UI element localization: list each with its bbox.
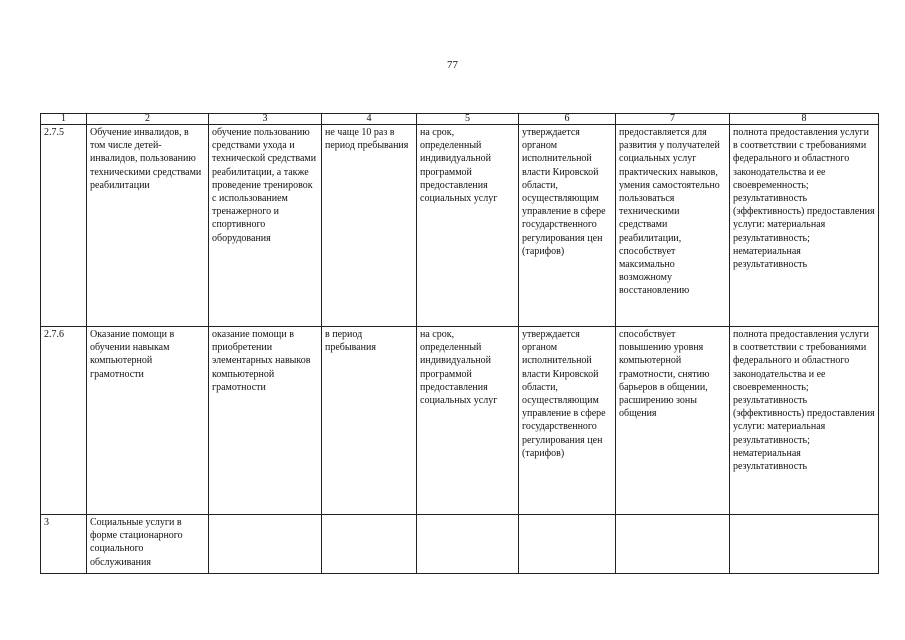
row-number: 3 — [41, 515, 87, 574]
service-price: утверждается органом исполнительной власти Кировской области, осуществляющим управление в сфере государственного регулирования цен (тарифов) — [519, 327, 616, 515]
header-col-4: 4 — [322, 114, 417, 125]
table-row — [41, 515, 879, 574]
row-number: 2.7.5 — [41, 125, 87, 327]
header-col-7: 7 — [616, 114, 730, 125]
service-indicators: полнота предоставления услуги в соответствии с требованиями федерального и областного законодательства и ее своевременность; результативность (эффективность) предоставления услуги: материальная результативность; нематериальная результативность — [730, 125, 879, 327]
service-indicators — [730, 515, 879, 574]
service-content — [209, 515, 322, 574]
header-col-1: 1 — [41, 114, 87, 125]
table-row — [41, 125, 879, 327]
service-name: Социальные услуги в форме стационарного социального обслуживания — [87, 515, 209, 574]
service-price — [519, 515, 616, 574]
service-indicators: полнота предоставления услуги в соответствии с требованиями федерального и областного законодательства и ее своевременность; результативность (эффективность) предоставления услуги: материальная результативность; нематериальная результативность — [730, 327, 879, 515]
header-col-2: 2 — [87, 114, 209, 125]
service-conditions: способствует повышению уровня компьютерной грамотности, снятию барьеров в общении, расширению зоны общения — [616, 327, 730, 515]
header-col-5: 5 — [417, 114, 519, 125]
page-number: 77 — [447, 59, 458, 71]
header-row — [41, 114, 879, 125]
header-col-6: 6 — [519, 114, 616, 125]
row-number: 2.7.6 — [41, 327, 87, 515]
service-content: оказание помощи в приобретении элементарных навыков компьютерной грамотности — [209, 327, 322, 515]
header-col-3: 3 — [209, 114, 322, 125]
service-conditions: предоставляется для развития у получателей социальных услуг практических навыков, умения самостоятельно пользоваться техническими средствами реабилитации, способствует максимально возможному восстановлению — [616, 125, 730, 327]
table-row — [41, 327, 879, 515]
service-conditions — [616, 515, 730, 574]
service-name: Обучение инвалидов, в том числе детей-инвалидов, пользованию техническими средствами реабилитации — [87, 125, 209, 327]
service-timing: в период пребывания — [322, 327, 417, 515]
services-table — [40, 113, 879, 574]
service-term: на срок, определенный индивидуальной программой предоставления социальных услуг — [417, 125, 519, 327]
service-price: утверждается органом исполнительной власти Кировской области, осуществляющим управление в сфере государственного регулирования цен (тарифов) — [519, 125, 616, 327]
header-col-8: 8 — [730, 114, 879, 125]
service-term: на срок, определенный индивидуальной программой предоставления социальных услуг — [417, 327, 519, 515]
service-term — [417, 515, 519, 574]
service-timing: не чаще 10 раз в период пребывания — [322, 125, 417, 327]
service-timing — [322, 515, 417, 574]
service-name: Оказание помощи в обучении навыкам компьютерной грамотности — [87, 327, 209, 515]
service-content: обучение пользованию средствами ухода и технической средствами реабилитации, а также проведение тренировок с использованием тренажерного и спортивного оборудования — [209, 125, 322, 327]
